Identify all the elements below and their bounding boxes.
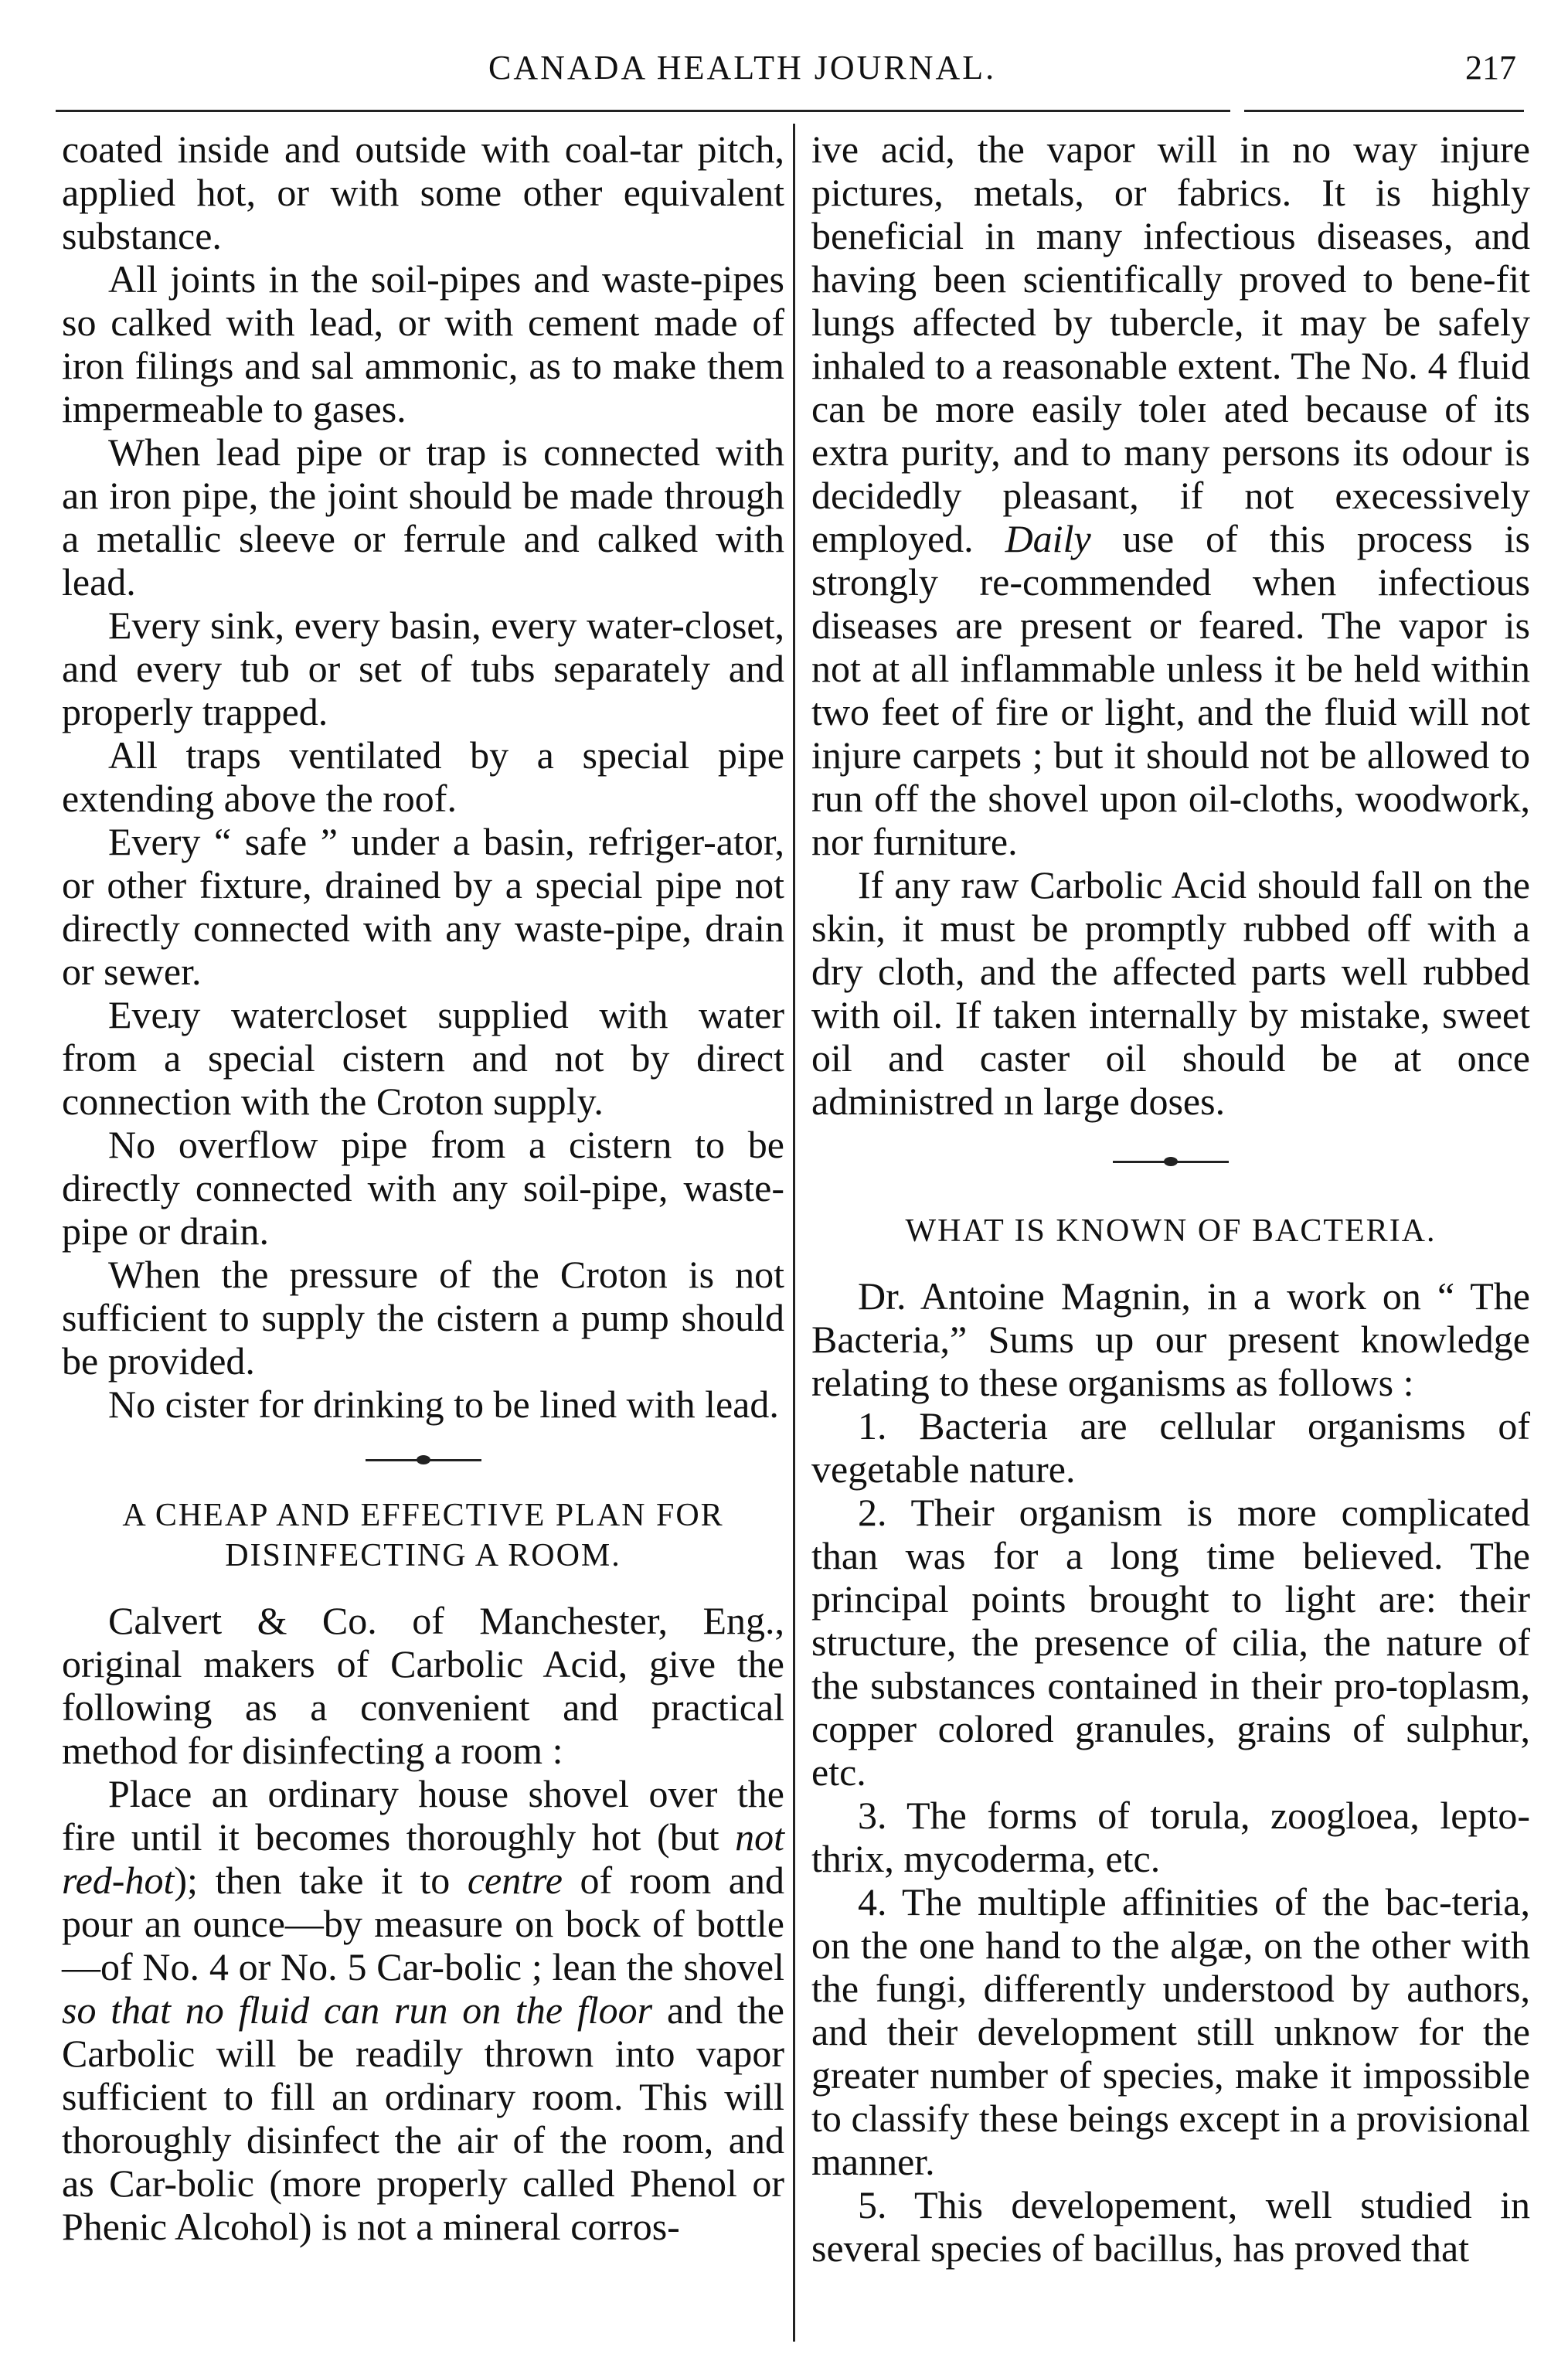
separator-ornament [417, 1455, 430, 1464]
paragraph: 5. This developement, well studied in several species of bacillus, has proved that [811, 2183, 1530, 2270]
paragraph [62, 1772, 784, 2248]
header-rule-left [56, 110, 1230, 112]
italic-run: not red-hot [62, 1815, 784, 1902]
section-heading-line: A CHEAP AND EFFECTIVE PLAN FOR [122, 1498, 724, 1533]
paragraph: All joints in the soil-pipes and waste-pipes so calked with lead, or with cement made of iron filings and sal ammonic, as to make them impermeable to gases. [62, 257, 784, 430]
section-separator [811, 1138, 1530, 1185]
separator-rule [366, 1459, 481, 1461]
italic-run: so that no fluid can run on the floor [62, 1988, 653, 2032]
paragraph: If any raw Carbolic Acid should fall on the skin, it must be promptly rubbed off with a dry cloth, and the affected parts well rubbed with oil. If taken internally by mistake, sweet oil and caster oil should be at once administred ın large doses. [811, 863, 1530, 1123]
text-run: Place an ordinary house shovel over the fire until it becomes thoroughly hot (but [62, 1772, 784, 1859]
section-heading-line: DISINFECTING A ROOM. [225, 1538, 621, 1573]
right-column [811, 128, 1530, 2270]
paragraph: Calvert & Co. of Manchester, Eng., original makers of Carbolic Acid, give the following as a convenient and practical method for disinfecting a room : [62, 1599, 784, 1772]
paragraph: 2. Their organism is more complicated than was for a long time believed. The principal points brought to light are: their structure, the presence of cilia, the nature of the substances contained in their pro-toplasm, copper colored granules, grains of sulphur, etc. [811, 1491, 1530, 1794]
column-divider [793, 124, 795, 2342]
paragraph: When the pressure of the Croton is not sufficient to supply the cistern a pump should be provided. [62, 1253, 784, 1383]
text-run: and the Carbolic will be readily thrown into vapor sufficient to fill an ordinary room. This will thoroughly disinfect the air of the room, and as Car-bolic (more properly called Phenol or Phenic Alcohol) is not a mineral corros- [62, 1988, 784, 2248]
separator-rule [1113, 1161, 1229, 1163]
paragraph: Dr. Antoine Magnin, in a work on “ The Bacteria,” Sums up our present knowledge relating to these organisms as follows : [811, 1274, 1530, 1404]
paragraph: Every “ safe ” under a basin, refriger-ator, or other fixture, drained by a special pipe not directly connected with any waste-pipe, drain or sewer. [62, 820, 784, 993]
paragraph: When lead pipe or trap is connected with an iron pipe, the joint should be made through a metallic sleeve or ferrule and calked with lead. [62, 430, 784, 604]
paragraph: No overflow pipe from a cistern to be directly connected with any soil-pipe, waste-pipe or drain. [62, 1123, 784, 1253]
paragraph [811, 128, 1530, 863]
page-header [56, 48, 1524, 110]
text-run: use of this process is strongly re-commended when infectious diseases are present or feared. The vapor is not at all inflammable unless it be held within two feet of fire or light, and the fluid will not injure carpets ; but it should not be allowed to run off the shovel upon oil-cloths, woodwork, nor furniture. [811, 517, 1531, 863]
page-number: 217 [1465, 49, 1516, 87]
text-run: ive acid, the vapor will in no way injure pictures, metals, or fabrics. It is highly beneficial in many infectious diseases, and having been scientifically proved to bene-fit lungs affected by tubercle, it may be safely inhaled to a reasonable extent. The No. 4 fluid can be more easily toleɪ ated because of its extra purity, and to many persons its odour is decidedly pleasant, if not execessively employed. [811, 128, 1530, 560]
paragraph: 3. The forms of torula, zoogloea, lepto-thrix, mycoderma, etc. [811, 1794, 1530, 1880]
section-separator [62, 1437, 784, 1483]
paragraph: Every sink, every basin, every water-closet, and every tub or set of tubs separately and properly trapped. [62, 604, 784, 733]
separator-ornament [1164, 1157, 1178, 1166]
paragraph: No cister for drinking to be lined with lead. [108, 1383, 779, 1426]
paragraph: coated inside and outside with coal-tar pitch, applied hot, or with some other equivalent substance. [62, 128, 784, 257]
italic-run: Daily [1005, 517, 1091, 560]
paragraph: 1. Bacteria are cellular organisms of vegetable nature. [811, 1404, 1530, 1491]
section-heading: WHAT IS KNOWN OF BACTERIA. [905, 1213, 1437, 1249]
text-run: ); then take it to [174, 1859, 468, 1902]
header-rule-right [1244, 110, 1524, 112]
paragraph: All traps ventilated by a special pipe extending above the roof. [62, 733, 784, 820]
italic-run: centre [467, 1859, 563, 1902]
text-run: of room and pour an ounce—by measure on bock of bottle—of No. 4 or No. 5 Car-bolic ; lean the shovel [62, 1859, 785, 1988]
journal-title: CANADA HEALTH JOURNAL. [488, 49, 997, 87]
left-column [62, 128, 784, 2248]
paragraph: 4. The multiple affinities of the bac-teria, on the one hand to the algæ, on the other with the fungi, differently understood by authors, and their development still unknow for the greater number of species, make it impossible to classify these beings except in a provisional manner. [811, 1880, 1530, 2183]
section-heading [62, 1495, 784, 1576]
paragraph: Eveɹy watercloset supplied with water from a special cistern and not by direct connection with the Croton supply. [62, 993, 784, 1123]
